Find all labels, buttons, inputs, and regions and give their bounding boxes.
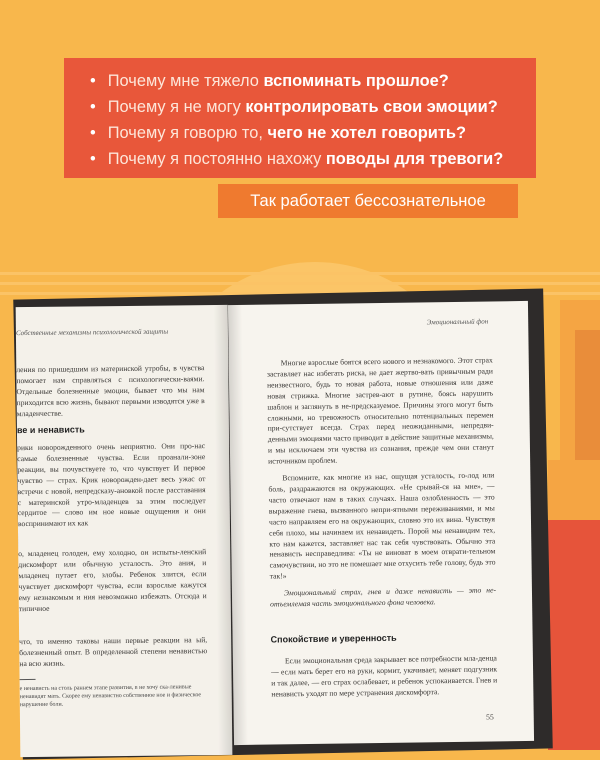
left-page [16, 305, 233, 757]
bullet-icon: • [90, 150, 96, 168]
footnote-rule [20, 679, 36, 680]
right-page [228, 301, 534, 745]
section-heading: ве и ненависть [16, 424, 85, 436]
sun-stripe [0, 282, 600, 285]
paragraph: Если эмоциональная среда закрывает все потребности мла-денца — если мать берет его на руки, кормит, укачивает, меняет подгузник и так далее, — его страх ослабевает, и ребенок успокаивается. Гнев и ненависть уходят по мере устранения дискомфорта. [271, 653, 498, 699]
question-item: • Почему я говорю то, чего не хотел говорить? [90, 124, 466, 142]
sun-stripe [0, 272, 600, 275]
section-heading: Спокойствие и уверенность [270, 632, 397, 645]
paragraph: рики новорожденного очень неприятно. Они про-нас самые болезненные чувства. Если проанали-зоне реакции, вы почувствуете то, что чувствует И первое чувство — страх. Крик новорожден-дает весь ужас от встречи с новой, непредсказу-ановкой после расставания с материнской утро-младенцев за этим последует сердитое — слово им ное новые ощущения и они воспринимают их как [17, 441, 206, 529]
question-item: • Почему мне тяжело вспоминать прошлое? [90, 72, 449, 90]
questions-banner [64, 58, 536, 178]
tagline: Так работает бессознательное [218, 184, 518, 218]
page-number: 55 [486, 712, 494, 722]
body-text [267, 355, 496, 610]
paragraph: ления по пришедшим из материнской утробы, в чувства помогает нам справляться с психологически-ваями. Отдельные болезненные эмоции, бывает что мы нам приходится всю жизнь, бывают первыми изводятся уже в младенчестве. [16, 363, 205, 418]
paragraph: о, младенец голоден, ему холодно, он испыты-ленский дискомфорт или обычную усталость. Это ания, и младенец путает его, злобы. Ребенок злится, если чувствует дискомфорт чувства, если взрослые кажутся ему незнакомым и ния невозможно избежать. Отсюда и типичное [18, 547, 207, 613]
running-head: Эмоциональный фон [426, 317, 489, 327]
question-item: • Почему я не могу контролировать свои эмоции? [90, 98, 498, 116]
paragraph: Эмоциональный страх, гнев и даже ненависть — это не-отъемлемая часть эмоционального фона человека. [270, 585, 497, 609]
city-block [548, 520, 600, 750]
paragraph: что, то именно таковы наши первые реакции на ый, болезненный опыт. В определенной степени ненавистью на всю жизнь. [19, 635, 208, 668]
question-item: • Почему я постоянно нахожу поводы для тревоги? [90, 150, 504, 168]
bullet-icon: • [90, 124, 96, 142]
running-head: Собственные механизмы психологической защиты [15, 327, 169, 338]
paragraph: Многие взрослые боятся всего нового и незнакомого. Этот страх заставляет нас избегать риска, не дает жертво-вать привычным ради неизвестного, будь то новая работа, новые отношения или даже новая стрижка. Многие застрев-ают в рутине, боясь нарушить шаблон и заглянуть в не-предсказуемое. Причины этого могут быть сложными, но тревожность относительно потенциальных перемен при-сутствует всегда. Страх перед неожиданными, непредви-денными эмоциями часто приводит в действие защитные механизмы, и мы исключаем эти чувства из сознания, прежде чем они станут источником проблем. [266, 355, 495, 466]
bullet-icon: • [90, 72, 96, 90]
footnote: е ненависть на столь раннем этапе развития, в не хочу ска-ленивые ненавидят мать. Скорее ему ненавистно собственное ное и физическое нарушение боли. [19, 684, 202, 709]
paragraph: Вспомните, как многие из нас, ощущая усталость, го-лод или боль, раздражаются на окружающих. «Не срывай-ся на мне», — часто отвечают нам в таких случаях. Наша озлобленность — это выражение гнева, вызванного непри-ятными переживаниями, и мы часто направляем его на окружающих, словно это их вина. Чувствуя себя плохо, мы начинаем их ненавидеть. Порой мы ненавидим тех, кто нам кажется, заставляет нас так себя чувствовать. Обычно эта ненависть несправедлива: «Ты не виноват в моем отврати-тельном самочувствии, но это не помешает мне отхусить тебе голову, будь это так!» [268, 470, 496, 581]
bullet-icon: • [90, 98, 96, 116]
question-list [64, 58, 536, 172]
